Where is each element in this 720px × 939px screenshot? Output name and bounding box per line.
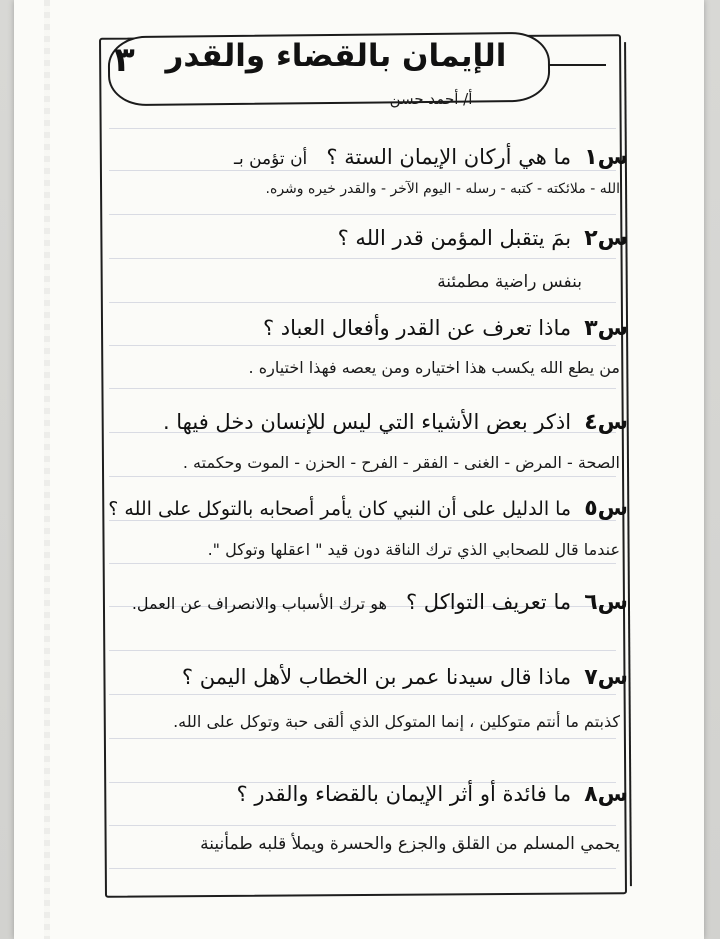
question-text: اذكر بعض الأشياء التي ليس للإنسان دخل فيها . xyxy=(162,410,572,434)
question-text: ما الدليل على أن النبي كان يأمر أصحابه بالتوكل على الله ؟ xyxy=(108,498,572,520)
question-text: ما تعريف التواكل ؟ xyxy=(405,590,572,614)
question-mark: س٢ xyxy=(584,226,628,251)
question-6 xyxy=(132,590,628,615)
question-text: ما فائدة أو أثر الإيمان بالقضاء والقدر ؟ xyxy=(236,782,572,806)
question-5 xyxy=(108,496,628,521)
worksheet-number: ٣ xyxy=(114,40,135,80)
question-3 xyxy=(263,316,628,341)
answer-1: الله - ملائكته - كتبه - رسله - اليوم الآخر - والقدر خيره وشره. xyxy=(265,181,620,197)
question-8 xyxy=(237,782,629,807)
author-name: أ/ أحمد حسن xyxy=(389,90,473,108)
answer-5: عندما قال للصحابي الذي ترك الناقة دون قيد " اعقلها وتوكل ". xyxy=(207,540,620,559)
answer-2: بنفس راضية مطمئنة xyxy=(437,272,582,292)
question-mark: س٣ xyxy=(584,316,628,341)
question-mark: س٦ xyxy=(584,590,628,615)
question-mark: س٧ xyxy=(584,665,628,690)
question-mark: س٥ xyxy=(584,496,628,521)
answer-3: من يطع الله يكسب هذا اختياره ومن يعصه فهذا اختياره . xyxy=(248,358,620,377)
question-2 xyxy=(338,226,628,251)
answer-7: كذبتم ما أنتم متوكلين ، إنما المتوكل الذي ألقى حبة وتوكل على الله. xyxy=(173,712,620,731)
answer-4: الصحة - المرض - الغنى - الفقر - الفرح - الحزن - الموت وحكمته . xyxy=(182,453,620,472)
worksheet-title: الإيمان بالقضاء والقدر xyxy=(165,38,507,74)
question-mark: س١ xyxy=(584,145,628,170)
question-4 xyxy=(163,410,628,435)
question-mark: س٤ xyxy=(584,410,628,435)
question-7 xyxy=(182,665,628,690)
question-text: ماذا قال سيدنا عمر بن الخطاب لأهل اليمن ؟ xyxy=(181,665,572,689)
title-connector-line xyxy=(546,64,606,66)
question-text: ما هي أركان الإيمان الستة ؟ xyxy=(326,145,572,169)
answer-inline: أن تؤمن بـ xyxy=(233,149,308,169)
answer-6: هو ترك الأسباب والانصراف عن العمل. xyxy=(131,594,387,613)
question-mark: س٨ xyxy=(584,782,628,807)
question-text: بمَ يتقبل المؤمن قدر الله ؟ xyxy=(337,226,572,250)
question-text: ماذا تعرف عن القدر وأفعال العباد ؟ xyxy=(262,316,572,340)
answer-8: يحمي المسلم من القلق والجزع والحسرة ويملأ قلبه طمأنينة xyxy=(200,834,620,854)
question-1 xyxy=(234,145,628,170)
page-binding xyxy=(44,0,50,939)
